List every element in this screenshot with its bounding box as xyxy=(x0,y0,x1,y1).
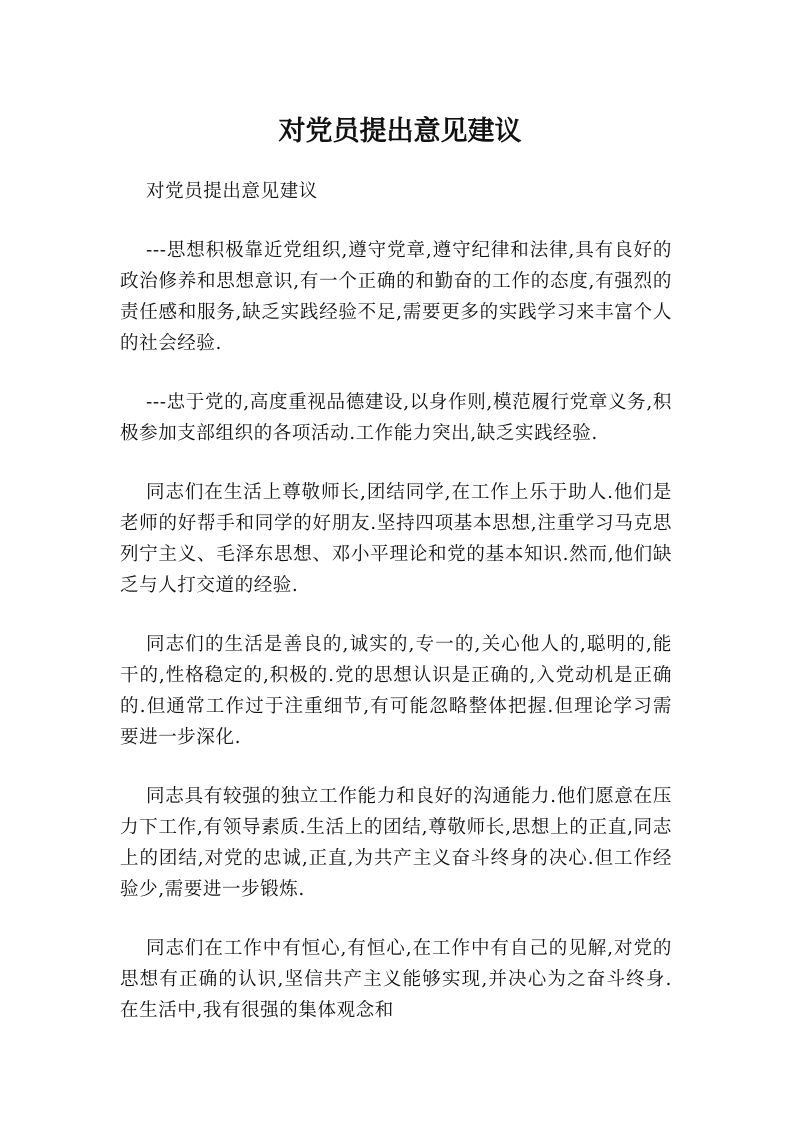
document-title: 对党员提出意见建议 xyxy=(278,116,522,147)
paragraph: ---思想积极靠近党组织,遵守党章,遵守纪律和法律,具有良好的政治修养和思想意识,有一个正确的和勤奋的工作的态度,有强烈的责任感和服务,缺乏实践经验不足,需要更多的实践学习来丰富个人的社会经验. xyxy=(120,240,672,354)
paragraph: 同志具有较强的独立工作能力和良好的沟通能力.他们愿意在压力下工作,有领导素质.生活上的团结,尊敬师长,思想上的正直,同志上的团结,对党的忠诚,正直,为共产主义奋斗终身的决心.但工作经验少,需要进一步锻炼. xyxy=(120,786,672,900)
paragraph: ---忠于党的,高度重视品德建设,以身作则,模范履行党章义务,积极参加支部组织的各项活动.工作能力突出,缺乏实践经验. xyxy=(120,392,672,444)
document-body xyxy=(120,176,672,1054)
paragraph: 同志们在工作中有恒心,有恒心,在工作中有自己的见解,对党的思想有正确的认识,坚信共产主义能够实现,并决心为之奋斗终身.在生活中,我有很强的集体观念和 xyxy=(120,938,672,1021)
paragraph: 同志们的生活是善良的,诚实的,专一的,关心他人的,聪明的,能干的,性格稳定的,积极的.党的思想认识是正确的,入党动机是正确的.但通常工作过于注重细节,有可能忽略整体把握.但理论学习需要进一步深化. xyxy=(120,634,672,748)
document-subtitle: 对党员提出意见建议 xyxy=(146,181,318,202)
paragraph: 同志们在生活上尊敬师长,团结同学,在工作上乐于助人.他们是老师的好帮手和同学的好朋友.坚持四项基本思想,注重学习马克思列宁主义、毛泽东思想、邓小平理论和党的基本知识.然而,他们缺乏与人打交道的经验. xyxy=(120,482,672,596)
